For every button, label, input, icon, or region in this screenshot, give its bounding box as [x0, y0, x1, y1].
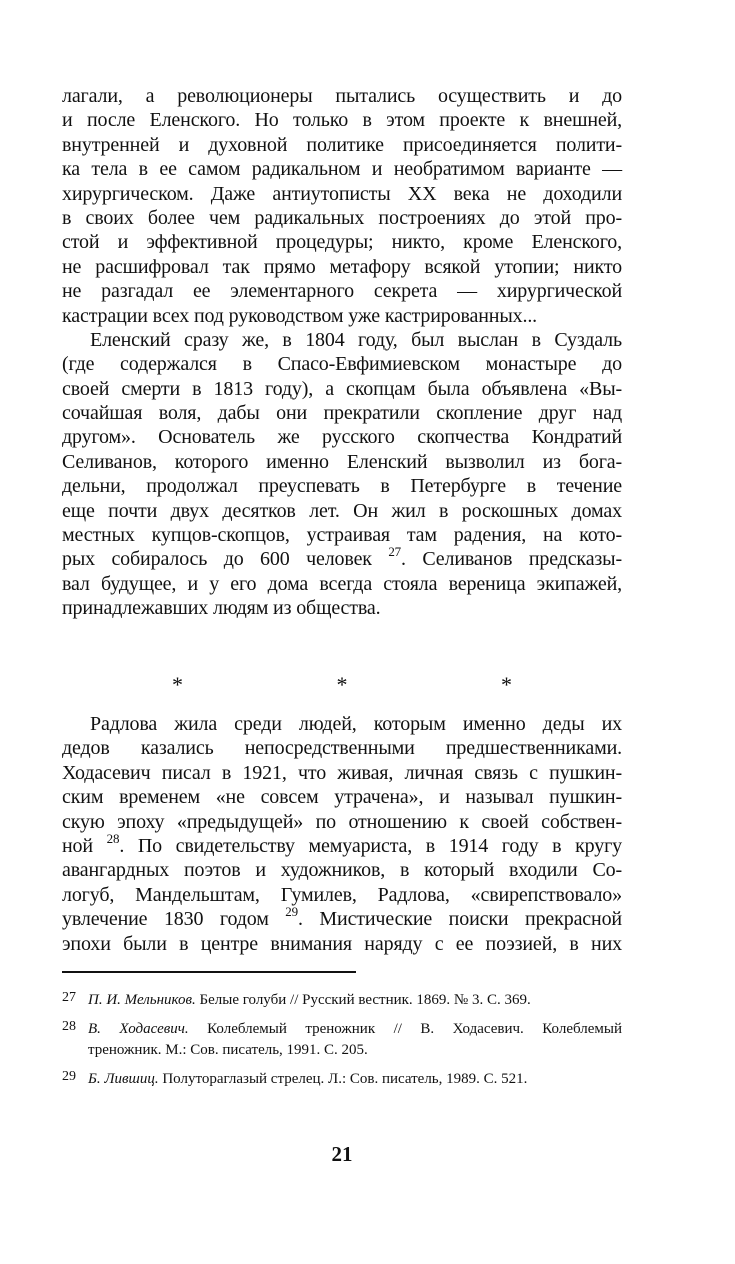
text-line-with-note [62, 544, 622, 571]
text-line: сочайшая воля, дабы они прекратили скопление друг над [62, 402, 622, 425]
footnote-line [88, 990, 622, 1011]
text-line: авангардных поэтов и художников, в который входили Со- [62, 859, 622, 882]
text-segment: . Мистические поиски прекрасной [297, 908, 622, 931]
text-line: вал будущее, и у его дома всегда стояла вереница экипажей, [62, 572, 622, 595]
text-segment: рых собиралось до 600 человек [62, 548, 389, 571]
footnote-author: В. Ходасевич. [88, 1021, 189, 1037]
text-line: дельни, продолжал преуспевать в Петербурге в течение [62, 475, 622, 498]
text-line: принадлежавших людям из общества. [62, 597, 381, 620]
text-segment: ной [62, 834, 107, 857]
text-line: лагали, а революционеры пытались осуществить и до [62, 85, 622, 107]
text-segment: увлечение 1830 годом [62, 908, 286, 931]
text-segment: . Селиванов предсказы- [401, 548, 622, 571]
text-line: Еленский сразу же, в 1804 году, был выслан в Суздаль [90, 328, 622, 351]
footnote-27 [62, 990, 622, 1011]
text-line: эпохи были в центре внимания наряду с ее поэзией, в них [62, 932, 622, 955]
text-line: хирургическом. Даже антиутописты XX века не доходили [62, 182, 622, 205]
footnote-line: треножник. М.: Сов. писатель, 1991. С. 205. [88, 1042, 368, 1058]
paragraph-3 [62, 712, 622, 956]
footnote-text: Белые голуби // Русский вестник. 1869. № 3. С. 369. [195, 992, 531, 1008]
footnote-text: Колеблемый треножник // В. Ходасевич. Колеблемый [188, 1021, 622, 1037]
paragraph-2 [62, 328, 622, 621]
paragraph-1 [62, 84, 622, 328]
footnote-text: Полутораглазый стрелец. Л.: Сов. писатель, 1989. С. 521. [158, 1071, 528, 1087]
text-line: в своих более чем радикальных построениях до этой про- [62, 206, 622, 229]
text-line: не расшифровал так прямо метафору всякой утопии; никто [62, 255, 622, 278]
text-line: Радлова жила среди людей, которым именно деды их [90, 713, 622, 735]
footnote-line [88, 1069, 622, 1090]
footnote-ref-27[interactable]: 27 [388, 544, 402, 560]
text-line: дедов казались непосредственными предшественниками. [62, 737, 622, 760]
text-line: и после Еленского. Но только в этом проекте к внешней, [62, 109, 622, 132]
text-line: стой и эффективной процедуры; никто, кроме Еленского, [62, 231, 622, 254]
footnote-line [88, 1019, 622, 1040]
text-line: другом». Основатель же русского скопчества Кондратий [62, 426, 622, 449]
text-line: скую эпоху «предыдущей» по отношению к своей собствен- [62, 810, 622, 833]
text-line: ка тела в ее самом радикальном и необратимом варианте — [62, 158, 622, 181]
text-line: логуб, Мандельштам, Гумилев, Радлова, «свирепствовало» [62, 883, 622, 906]
text-line: Селиванов, которого именно Еленский вызволил из бога- [62, 450, 622, 473]
footnote-28 [62, 1019, 622, 1061]
footnote-ref-29[interactable]: 29 [285, 904, 298, 920]
footnote-number: 27 [62, 990, 76, 1005]
footnote-number: 28 [62, 1019, 76, 1034]
footnote-author: Б. Лившиц. [88, 1071, 159, 1087]
text-line: Ходасевич писал в 1921, что живая, личная связь с пушкин- [62, 761, 622, 784]
footnote-29 [62, 1069, 622, 1090]
text-line: еще почти двух десятков лет. Он жил в роскошных домах [62, 499, 622, 522]
text-line: своей смерти в 1813 году), а скопцам была объявлена «Вы- [62, 377, 622, 400]
text-segment: . По свидетельству мемуариста, в 1914 году в кругу [119, 834, 622, 857]
footnote-ref-28[interactable]: 28 [106, 830, 120, 846]
footnote-divider [62, 971, 356, 973]
footnote-number: 29 [62, 1069, 76, 1084]
page-number: 21 [331, 1142, 353, 1166]
text-line: не разгадал ее элементарного секрета — хирургической [62, 280, 622, 303]
text-line: кастрации всех под руководством уже кастрированных... [62, 304, 538, 327]
text-line-with-note [62, 830, 622, 858]
text-line: ским временем «не совсем утрачена», и называл пушкин- [62, 786, 622, 809]
section-separator: * * * [172, 672, 586, 697]
text-line: внутренней и духовной политике присоединяется полити- [62, 133, 622, 156]
footnote-author: П. И. Мельников. [88, 992, 196, 1008]
book-page [62, 84, 622, 1166]
text-line: местных купцов-скопцов, устраивая там радения, на кото- [62, 524, 622, 547]
text-line-with-note [62, 904, 622, 931]
text-line: (где содержался в Спасо-Евфимиевском монастыре до [62, 353, 622, 376]
footnotes [62, 990, 622, 1098]
